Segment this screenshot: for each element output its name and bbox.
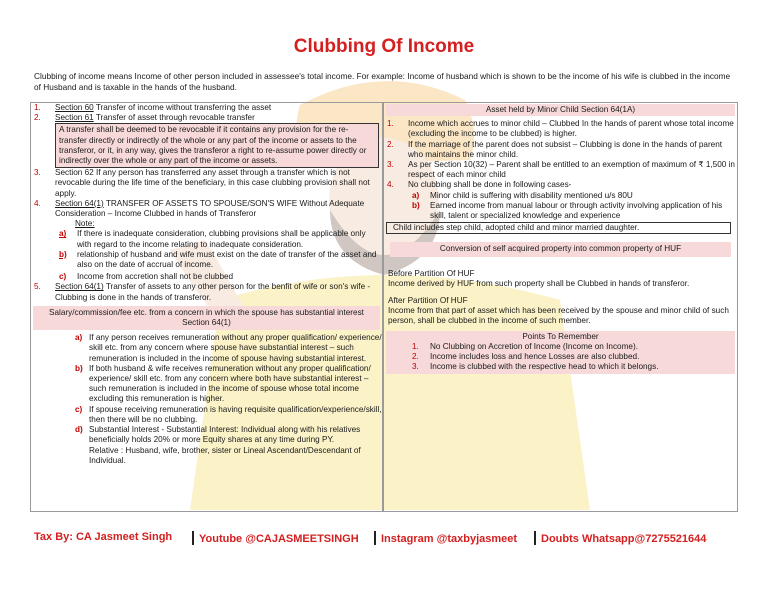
salary-point: d) Substantial Interest - Substantial Interest: Individual along with his relatives beneficially holds 20% or more Equity shares at any time during PY. <box>75 425 361 445</box>
list-item: 2. If the marriage of the parent does not subsist – Clubbing is done in the hands of parent who maintains the minor child. <box>387 139 723 159</box>
page-title: Clubbing Of Income <box>293 36 475 57</box>
intro-paragraph: Clubbing of income means Income of other person included in assessee's total income. For example: Income of husband which is shown to be the income of his wife is clubbed in the income of Husband and is taxable in the hands of the husband. <box>34 71 731 92</box>
salary-point: a) If any person receives remuneration without any proper qualification/ experience/ skill etc. from any concern where spouse have substantial interest – such remuneration is included in the income of spouse having substantial interest. <box>75 333 382 363</box>
relative-note: Relative : Husband, wife, brother, sister or Lineal Ascendant/Descendant of Individual. <box>89 445 361 465</box>
no-clubbing-case: a) Minor child is suffering with disability mentioned u/s 80U <box>412 190 633 200</box>
separator <box>374 531 376 545</box>
separator <box>192 531 194 545</box>
whatsapp-contact[interactable]: Doubts Whatsapp@7275521644 <box>534 531 706 545</box>
salary-point: c) If spouse receiving remuneration is having requisite qualification/experience/skill, then there will be no clubbing. <box>75 404 382 424</box>
list-item: 1. Income which accrues to minor child – Clubbed In the hands of parent whose total income (excluding the income to be clubbed) is higher. <box>387 119 734 139</box>
before-partition-text: Income derived by HUF from such property shall be Clubbed in hands of transferor. <box>388 278 690 288</box>
point-item: 2. Income includes loss and hence Losses are also clubbed. <box>412 352 640 362</box>
note-item: b) relationship of husband and wife must exist on the date of transfer of the asset and also on the date of accrual of income. <box>59 249 377 270</box>
salary-section-heading: Salary/commission/fee etc. from a concern in which the spouse has substantial interest Section 64(1) <box>33 306 380 330</box>
note-item: a) If there is inadequate consideration, clubbing provisions shall be applicable only with regard to the income relating to inadequate consideration. <box>59 229 366 249</box>
list-item: 3. As per Section 10(32) – Parent shall be entitled to an exemption of maximum of ₹ 1,500 in respect of each minor child <box>387 160 735 180</box>
list-item: 3. Section 62 If any person has transferred any asset through a transfer which is not revocable during the life time of the beneficiary, in this case clubbing provision shall not apply. <box>34 168 370 198</box>
note-item: c) Income from accretion shall not be clubbed <box>59 272 234 282</box>
right-panel <box>383 102 738 512</box>
no-clubbing-case: b) Earned income from manual labour or through activity involving application of his skill, talent or specialized knowledge and experience <box>412 200 723 221</box>
youtube-handle[interactable]: Youtube @CAJASMEETSINGH <box>192 531 359 545</box>
points-to-remember-box <box>386 331 735 375</box>
child-includes-box: Child includes step child, adopted child and minor married daughter. <box>386 222 731 234</box>
revocable-transfer-box: A transfer shall be deemed to be revocable if it contains any provision for the re-transfer directly or indirectly of the whole or any part of the income or assets to the transferor, or it, in any way, gives the transferor a right to re-assume power directly or indirectly over the whole or any part of the income or assets. <box>55 123 379 168</box>
list-item: 2. Section 61 Transfer of asset through revocable transfer <box>34 113 255 123</box>
points-heading: Points To Remember <box>522 331 599 341</box>
salary-point: b) If both husband & wife receives remuneration without any proper qualification/ experience/ skill etc. from any concern where both have substantial interest – such remuneration is included in the income of spouse whose total income excluding this remuneration is higher. <box>75 363 371 404</box>
section-61-link: Section 61 <box>55 113 94 123</box>
after-partition-heading: After Partition Of HUF <box>388 296 468 306</box>
separator <box>534 531 536 545</box>
tax-by-credit: Tax By: CA Jasmeet Singh <box>34 531 173 543</box>
point-item: 1. No Clubbing on Accretion of Income (Income on Income). <box>412 341 638 351</box>
list-item: 4. No clubbing shall be done in following cases- <box>387 180 572 190</box>
list-item: 4. Section 64(1) TRANSFER OF ASSETS TO SPOUSE/SON'S WIFE Without Adequate Consideration – Income Clubbed in hands of Transferor <box>34 198 365 219</box>
minor-child-heading: Asset held by Minor Child Section 64(1A) <box>386 104 735 116</box>
huf-heading: Conversion of self acquired property into common property of HUF <box>390 242 731 256</box>
point-item: 3. Income is clubbed with the respective head to which it belongs. <box>412 362 659 372</box>
section-60-link: Section 60 <box>55 103 94 112</box>
left-panel <box>30 102 383 512</box>
before-partition-heading: Before Partition Of HUF <box>388 268 475 278</box>
list-item: 1. Section 60 Transfer of income without transferring the asset <box>34 103 272 112</box>
note-label: Note: <box>75 219 95 229</box>
list-item: 5. Section 64(1) Transfer of assets to any other person for the benfit of wife or son's wife - Clubbing is done in the hands of transferor. <box>34 282 371 302</box>
after-partition-text: Income from that part of asset which has been received by the spouse and minor child of such person, shall be clubbed in the income of such member. <box>388 306 729 326</box>
instagram-handle[interactable]: Instagram @taxbyjasmeet <box>374 531 517 545</box>
